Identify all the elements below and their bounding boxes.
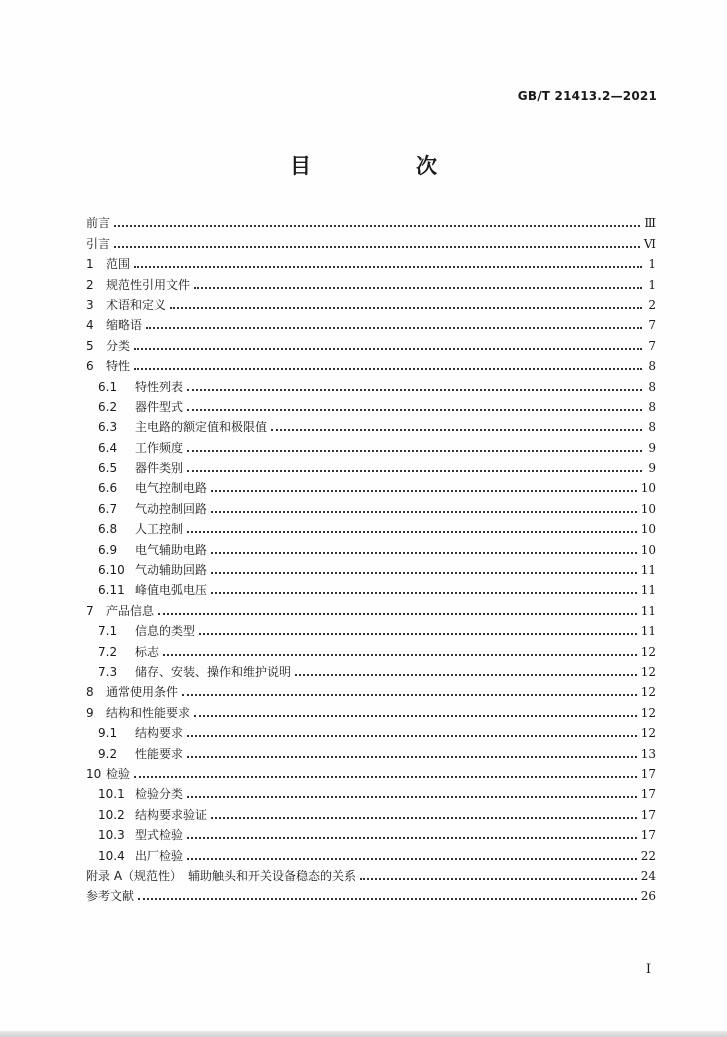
toc-leader-dots [134, 775, 637, 778]
toc-entry[interactable] [86, 883, 656, 903]
toc-entry-page: 8 [648, 420, 656, 435]
toc-entry-number: 10.3 [98, 828, 125, 843]
toc-leader-dots [187, 734, 637, 737]
toc-entry-number: 6.4 [98, 440, 118, 455]
toc-entry-page: 9 [648, 440, 656, 455]
toc-entry[interactable] [86, 475, 656, 495]
toc-entry-label: 检验分类 [135, 787, 184, 802]
table-of-contents [86, 210, 656, 903]
toc-entry-label: 器件型式 [135, 399, 184, 414]
toc-entry-number: 6.2 [98, 399, 118, 414]
toc-entry-number: 6.5 [98, 461, 118, 476]
toc-entry-number: 9.1 [98, 726, 118, 741]
toc-entry-label: 结构和性能要求 [106, 705, 191, 720]
toc-leader-dots [138, 897, 637, 900]
toc-entry[interactable] [86, 699, 656, 719]
toc-leader-dots [163, 653, 637, 656]
toc-entry-page: 17 [640, 807, 656, 822]
toc-entry[interactable] [86, 679, 656, 699]
toc-entry[interactable] [86, 597, 656, 617]
toc-entry-label: 产品信息 [106, 603, 155, 618]
toc-entry-page: 7 [648, 318, 656, 333]
toc-entry-label: 信息的类型 [135, 624, 196, 639]
toc-entry-number: 10.1 [98, 787, 125, 802]
toc-entry[interactable] [86, 312, 656, 332]
toc-entry-page: 10 [640, 481, 656, 496]
toc-leader-dots [187, 408, 642, 411]
toc-entry-page: Ⅵ [643, 236, 656, 251]
toc-leader-dots [187, 836, 637, 839]
toc-entry-page: 2 [648, 297, 656, 312]
toc-leader-dots [187, 449, 642, 452]
toc-entry[interactable] [86, 577, 656, 597]
toc-entry-label: 电气控制电路 [135, 481, 208, 496]
toc-entry[interactable] [86, 230, 656, 250]
toc-entry-page: 26 [640, 889, 656, 904]
toc-entry-page: 12 [640, 685, 656, 700]
toc-leader-dots [211, 551, 637, 554]
toc-entry-label: 气动控制回路 [135, 501, 208, 516]
toc-entry-label: 结构要求 [135, 726, 184, 741]
toc-leader-dots [187, 530, 637, 533]
toc-entry-number: 7.2 [98, 644, 118, 659]
toc-entry[interactable] [86, 434, 656, 454]
toc-leader-dots [295, 673, 637, 676]
toc-entry-number: 3 [86, 297, 94, 312]
toc-entry-label: 储存、安装、操作和维护说明 [135, 664, 292, 679]
toc-leader-dots [134, 367, 642, 370]
toc-entry[interactable] [86, 557, 656, 577]
toc-entry-number: 7 [86, 603, 94, 618]
toc-leader-dots [211, 510, 637, 513]
toc-entry-page: 11 [640, 563, 656, 578]
toc-entry-number: 10.2 [98, 807, 125, 822]
toc-leader-dots [187, 795, 637, 798]
toc-entry-label: 参考文献 [86, 889, 135, 904]
toc-entry[interactable] [86, 781, 656, 801]
toc-entry-label: 标志 [135, 644, 160, 659]
toc-entry-label: 规范性引用文件 [106, 277, 191, 292]
toc-entry-number: 6.9 [98, 542, 118, 557]
toc-leader-dots [170, 306, 642, 309]
toc-entry-page: 10 [640, 542, 656, 557]
toc-leader-dots [211, 571, 637, 574]
toc-entry-label: 前言 [86, 216, 111, 231]
toc-entry[interactable] [86, 455, 656, 475]
toc-entry-number: 6 [86, 359, 94, 374]
toc-entry[interactable] [86, 373, 656, 393]
toc-entry-number: 6.6 [98, 481, 118, 496]
toc-entry-number: 9.2 [98, 746, 118, 761]
toc-entry-label: 范围 [106, 257, 131, 272]
toc-entry[interactable] [86, 536, 656, 556]
toc-entry[interactable] [86, 332, 656, 352]
toc-leader-dots [360, 877, 637, 880]
toc-entry-label: 引言 [86, 236, 111, 251]
toc-entry-number: 7.1 [98, 624, 118, 639]
toc-entry-label: 附录 A（规范性） 辅助触头和开关设备稳态的关系 [86, 868, 357, 883]
toc-entry-page: 17 [640, 787, 656, 802]
toc-entry-label: 电气辅助电路 [135, 542, 208, 557]
toc-entry-label: 器件类别 [135, 461, 184, 476]
toc-entry-label: 人工控制 [135, 522, 184, 537]
toc-entry-page: 22 [640, 848, 656, 863]
toc-leader-dots [187, 469, 642, 472]
toc-entry[interactable] [86, 618, 656, 638]
toc-entry-page: 24 [640, 868, 656, 883]
toc-entry-label: 特性 [106, 359, 131, 374]
toc-entry-page: 9 [648, 461, 656, 476]
toc-entry[interactable] [86, 251, 656, 271]
toc-leader-dots [199, 632, 637, 635]
toc-leader-dots [194, 286, 642, 289]
toc-entry-label: 型式检验 [135, 828, 184, 843]
toc-entry-page: 11 [640, 624, 656, 639]
toc-entry-page: 12 [640, 726, 656, 741]
toc-title: 目 次 [290, 154, 479, 178]
toc-entry-label: 通常使用条件 [106, 685, 179, 700]
toc-leader-dots [187, 388, 642, 391]
toc-leader-dots [134, 265, 642, 268]
toc-leader-dots [187, 755, 637, 758]
toc-entry-page: 13 [640, 746, 656, 761]
toc-entry-number: 8 [86, 685, 94, 700]
toc-entry[interactable] [86, 822, 656, 842]
toc-entry-number: 6.7 [98, 501, 118, 516]
toc-entry[interactable] [86, 353, 656, 373]
toc-entry[interactable] [86, 659, 656, 679]
toc-entry-number: 6.8 [98, 522, 118, 537]
toc-entry-page: 8 [648, 399, 656, 414]
toc-entry[interactable] [86, 414, 656, 434]
toc-entry-page: Ⅲ [644, 216, 656, 231]
page-bottom-edge [0, 1031, 727, 1037]
toc-entry-label: 检验 [106, 766, 131, 781]
toc-entry-page: 17 [640, 828, 656, 843]
toc-entry-label: 工作频度 [135, 440, 184, 455]
toc-entry-page: 10 [640, 501, 656, 516]
toc-entry-number: 1 [86, 257, 94, 272]
toc-entry[interactable] [86, 394, 656, 414]
toc-entry-page: 11 [640, 603, 656, 618]
standard-code: GB/T 21413.2—2021 [517, 89, 657, 103]
toc-entry-label: 特性列表 [135, 379, 184, 394]
toc-entry-label: 主电路的额定值和极限值 [135, 420, 268, 435]
toc-entry-page: 12 [640, 664, 656, 679]
toc-leader-dots [194, 714, 637, 717]
toc-leader-dots [146, 326, 642, 329]
toc-entry[interactable] [86, 210, 656, 230]
toc-leader-dots [182, 693, 637, 696]
toc-entry-page: 12 [640, 644, 656, 659]
toc-entry[interactable] [86, 271, 656, 291]
toc-entry[interactable] [86, 720, 656, 740]
toc-entry-page: 8 [648, 359, 656, 374]
toc-entry[interactable] [86, 638, 656, 658]
toc-entry-label: 缩略语 [106, 318, 143, 333]
toc-entry-number: 7.3 [98, 664, 118, 679]
toc-entry[interactable] [86, 801, 656, 821]
toc-entry-number: 10 [86, 766, 102, 781]
toc-entry-number: 6.3 [98, 420, 118, 435]
toc-entry-page: 12 [640, 705, 656, 720]
toc-entry-label: 峰值电弧电压 [135, 583, 208, 598]
toc-entry-label: 术语和定义 [106, 297, 167, 312]
toc-leader-dots [134, 347, 642, 350]
toc-entry-label: 分类 [106, 338, 131, 353]
toc-entry[interactable] [86, 516, 656, 536]
toc-entry[interactable] [86, 740, 656, 760]
toc-entry-number: 10.4 [98, 848, 125, 863]
toc-entry-page: 11 [640, 583, 656, 598]
toc-entry-number: 6.1 [98, 379, 118, 394]
toc-entry-label: 性能要求 [135, 746, 184, 761]
toc-leader-dots [211, 816, 637, 819]
toc-leader-dots [211, 591, 637, 594]
toc-entry-page: 1 [648, 277, 656, 292]
toc-entry[interactable] [86, 495, 656, 515]
toc-entry[interactable] [86, 761, 656, 781]
toc-leader-dots [114, 245, 640, 248]
toc-entry-page: 7 [648, 338, 656, 353]
toc-leader-dots [114, 224, 640, 227]
toc-leader-dots [211, 489, 637, 492]
toc-entry-page: 1 [648, 257, 656, 272]
toc-entry-label: 出厂检验 [135, 848, 184, 863]
toc-entry[interactable] [86, 863, 656, 883]
toc-entry[interactable] [86, 292, 656, 312]
toc-leader-dots [187, 857, 637, 860]
toc-entry-number: 2 [86, 277, 94, 292]
toc-entry-number: 6.11 [98, 583, 125, 598]
toc-entry-page: 10 [640, 522, 656, 537]
toc-leader-dots [271, 428, 642, 431]
toc-entry-number: 9 [86, 705, 94, 720]
toc-entry-number: 6.10 [98, 563, 125, 578]
toc-entry-page: 8 [648, 379, 656, 394]
toc-entry-label: 结构要求验证 [135, 807, 208, 822]
toc-entry-label: 气动辅助回路 [135, 563, 208, 578]
toc-entry[interactable] [86, 842, 656, 862]
toc-entry-number: 4 [86, 318, 94, 333]
toc-entry-page: 17 [640, 766, 656, 781]
toc-leader-dots [158, 612, 637, 615]
toc-entry-number: 5 [86, 338, 94, 353]
page-number: I [645, 962, 651, 977]
